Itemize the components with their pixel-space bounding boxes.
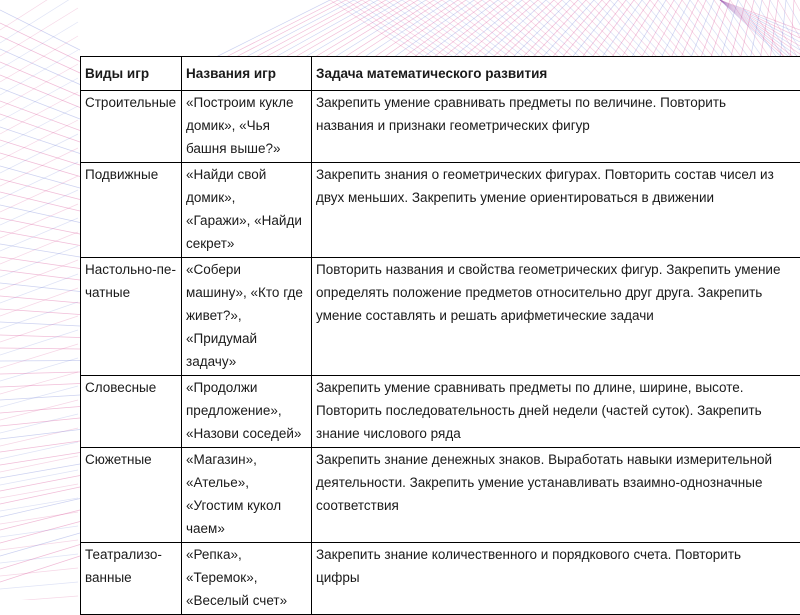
background-stripe xyxy=(660,0,690,60)
game-type-cell xyxy=(81,163,182,258)
background-stripe xyxy=(0,335,80,338)
game-type-cell-text xyxy=(85,91,178,114)
cell-line: Закрепить умение сравнивать предметы по длине, ширине, высоте. xyxy=(316,376,798,399)
cell-line: секрет» xyxy=(186,232,308,255)
background-stripe xyxy=(0,232,78,264)
background-stripe xyxy=(0,395,80,400)
background-stripe xyxy=(0,522,80,544)
background-stripe xyxy=(0,533,80,556)
background-stripe xyxy=(0,344,78,368)
table-row xyxy=(81,163,800,258)
cell-line: соответствия xyxy=(316,494,798,517)
cell-line: Закрепить знание количественного и порядкового счета. Повторить xyxy=(316,543,798,566)
background-stripe xyxy=(610,0,665,58)
cell-line: домик», «Чья xyxy=(186,114,308,137)
game-type-cell-text xyxy=(85,163,178,186)
cell-line: Строительные xyxy=(85,91,178,114)
game-names-cell xyxy=(182,543,312,615)
background-stripe xyxy=(0,358,78,381)
background-stripe xyxy=(220,0,338,60)
table-row xyxy=(81,448,800,543)
background-stripe xyxy=(500,0,562,60)
background-stripe xyxy=(0,106,78,147)
background-stripe xyxy=(0,464,80,478)
cell-line: чатные xyxy=(85,281,178,304)
background-stripe xyxy=(0,153,80,177)
background-stripe xyxy=(0,582,78,589)
background-stripe xyxy=(470,0,538,60)
game-names-cell-text xyxy=(186,258,308,373)
math-task-cell-text xyxy=(316,543,798,589)
math-task-cell-text xyxy=(316,258,798,327)
game-type-cell-text xyxy=(85,258,178,304)
game-type-cell-text xyxy=(85,376,178,399)
cell-line: «Ателье», xyxy=(186,471,308,494)
background-stripe xyxy=(666,0,714,58)
background-stripe xyxy=(230,0,346,60)
background-stripe xyxy=(0,510,80,530)
background-stripe xyxy=(0,430,80,440)
background-stripe xyxy=(0,322,80,326)
cell-line: «Теремок», xyxy=(186,566,308,589)
background-stripe xyxy=(0,372,78,394)
background-stripe xyxy=(0,526,78,537)
cell-line: машину», «Кто где xyxy=(186,281,308,304)
background-stripe xyxy=(720,0,800,46)
header-math-task: Задача математического развития xyxy=(312,57,800,91)
math-task-cell-text xyxy=(316,163,798,209)
game-names-cell-text xyxy=(186,376,308,445)
game-names-cell-text xyxy=(186,163,308,255)
math-task-cell-text xyxy=(316,91,798,137)
game-names-cell-text xyxy=(186,448,308,540)
game-names-cell xyxy=(182,448,312,543)
game-names-cell xyxy=(182,258,312,376)
cell-line: «Построим кукле xyxy=(186,91,308,114)
background-stripe xyxy=(0,407,80,414)
game-type-cell xyxy=(81,376,182,448)
background-stripe xyxy=(634,0,686,58)
game-type-cell xyxy=(81,543,182,615)
background-stripe xyxy=(0,470,78,485)
math-task-cell xyxy=(312,163,800,258)
cell-line: Закрепить знание денежных знаков. Выработать навыки измерительной xyxy=(316,448,798,471)
math-games-table-container xyxy=(80,56,800,600)
math-task-cell xyxy=(312,543,800,615)
background-stripe xyxy=(0,596,78,600)
background-stripe xyxy=(0,260,78,290)
background-stripe xyxy=(640,0,674,60)
background-stripe xyxy=(280,0,386,60)
cell-line: «Гаражи», «Найди xyxy=(186,209,308,232)
math-task-cell xyxy=(312,258,800,376)
background-stripe xyxy=(0,274,78,303)
background-stripe xyxy=(0,179,80,200)
cell-line: «Найди свой xyxy=(186,163,308,186)
cell-line: предложение», xyxy=(186,399,308,422)
background-stripe xyxy=(350,0,442,60)
cell-line: Повторить последовательность дней недели (частей суток). Закрепить xyxy=(316,399,798,422)
background-stripe xyxy=(0,176,78,212)
cell-line: домик», xyxy=(186,186,308,209)
background-stripe xyxy=(0,386,78,407)
background-stripe xyxy=(0,428,78,446)
cell-line: Сюжетные xyxy=(85,448,178,471)
cell-line: двух меньших. Закрепить умение ориентироваться в движении xyxy=(316,186,798,209)
background-stripe xyxy=(0,8,78,56)
cell-line: деятельности. Закрепить умение устанавливать взаимно-однозначные xyxy=(316,471,798,494)
table-row xyxy=(81,376,800,448)
background-stripe xyxy=(0,554,78,563)
game-names-cell-text xyxy=(186,91,308,160)
game-names-cell xyxy=(182,163,312,258)
cell-line: Театрализо- xyxy=(85,543,178,566)
background-stripe xyxy=(720,0,800,30)
background-stripe xyxy=(0,22,78,69)
cell-line: «Придумай xyxy=(186,327,308,350)
background-stripe xyxy=(0,418,80,426)
background-stripe xyxy=(700,0,722,60)
background-stripe xyxy=(674,0,721,58)
background-stripe xyxy=(270,0,378,60)
background-stripe xyxy=(0,166,80,188)
background-stripe xyxy=(720,0,800,54)
cell-line: ванные xyxy=(85,566,178,589)
background-stripe xyxy=(0,231,80,246)
math-games-table xyxy=(80,56,800,615)
math-task-cell xyxy=(312,91,800,163)
table-row xyxy=(81,543,800,615)
background-stripe xyxy=(0,316,78,342)
cell-line: определять положение предметов относительно друг друга. Закрепить xyxy=(316,281,798,304)
game-type-cell xyxy=(81,448,182,543)
background-stripe xyxy=(0,257,80,269)
background-stripe xyxy=(0,10,80,50)
background-stripe xyxy=(0,498,78,511)
background-stripe xyxy=(0,384,80,388)
background-stripe xyxy=(0,0,78,43)
math-task-cell-text xyxy=(316,376,798,445)
cell-line: «Магазин», xyxy=(186,448,308,471)
header-game-names: Названия игр xyxy=(182,57,312,91)
cell-line: названия и признаки геометрических фигур xyxy=(316,114,798,137)
background-stripe xyxy=(0,476,80,492)
header-game-types: Виды игр xyxy=(81,57,182,91)
cell-line: Закрепить умение сравнивать предметы по величине. Повторить xyxy=(316,91,798,114)
background-stripe xyxy=(320,0,418,60)
background-stripe xyxy=(480,0,546,60)
background-stripe xyxy=(210,0,330,60)
background-stripe xyxy=(0,64,78,108)
cell-line: «Угостим кукол xyxy=(186,494,308,517)
background-stripe xyxy=(0,456,78,472)
math-task-cell xyxy=(312,448,800,543)
background-stripe xyxy=(0,512,78,524)
background-stripe xyxy=(560,0,610,60)
background-stripe xyxy=(0,50,78,95)
background-stripe xyxy=(0,348,80,349)
table-row xyxy=(81,91,800,163)
cell-line: задачу» xyxy=(186,350,308,373)
cell-line: живет?», xyxy=(186,304,308,327)
game-type-cell-text xyxy=(85,448,178,471)
cell-line: башня выше?» xyxy=(186,137,308,160)
background-stripe xyxy=(520,0,578,60)
cell-line: «Собери xyxy=(186,258,308,281)
cell-line: чаем» xyxy=(186,517,308,540)
game-names-cell xyxy=(182,91,312,163)
background-stripe xyxy=(620,0,658,60)
background-stripe xyxy=(0,244,80,257)
background-stripe xyxy=(618,0,672,58)
background-stripe xyxy=(0,127,80,154)
cell-line: Подвижные xyxy=(85,163,178,186)
background-stripe xyxy=(0,372,80,374)
cell-line: цифры xyxy=(316,566,798,589)
game-type-cell xyxy=(81,258,182,376)
background-stripe xyxy=(0,330,78,355)
cell-line: Повторить названия и свойства геометрических фигур. Закрепить умение xyxy=(316,258,798,281)
background-stripe xyxy=(0,283,80,292)
background-stripe xyxy=(0,270,80,280)
background-stripe xyxy=(240,0,354,60)
game-type-cell-text xyxy=(85,543,178,589)
cell-line: «Продолжи xyxy=(186,376,308,399)
background-stripe xyxy=(590,0,634,60)
cell-line: Настольно-пе- xyxy=(85,258,178,281)
game-names-cell xyxy=(182,376,312,448)
cell-line: «Репка», xyxy=(186,543,308,566)
game-type-cell xyxy=(81,91,182,163)
cell-line: Словесные xyxy=(85,376,178,399)
background-stripe xyxy=(0,36,78,82)
game-names-cell-text xyxy=(186,543,308,612)
cell-line: «Веселый счет» xyxy=(186,589,308,612)
table-row xyxy=(81,258,800,376)
cell-line: умение составлять и решать арифметические задачи xyxy=(316,304,798,327)
math-task-cell-text xyxy=(316,448,798,517)
background-stripe xyxy=(0,78,78,121)
cell-line: «Назови соседей» xyxy=(186,422,308,445)
table-header-row xyxy=(81,57,800,91)
background-stripe xyxy=(0,453,80,466)
math-task-cell xyxy=(312,376,800,448)
cell-line: знание числового ряда xyxy=(316,422,798,445)
background-stripe xyxy=(0,302,78,329)
background-stripe xyxy=(0,114,80,142)
cell-line: Закрепить знания о геометрических фигурах. Повторить состав чисел из xyxy=(316,163,798,186)
